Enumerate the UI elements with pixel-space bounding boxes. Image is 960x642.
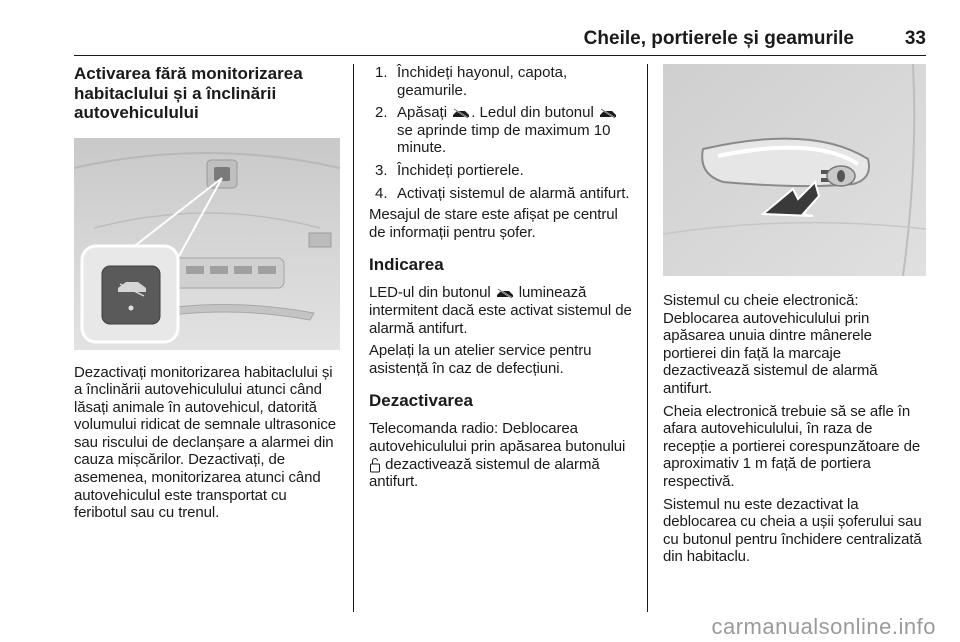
page-header [74,26,926,52]
interior-roof-console-figure [74,138,340,350]
column-1 [74,64,340,522]
interior-monitoring-icon [451,107,471,119]
roof-console-illustration [74,138,340,350]
column-divider-right [647,64,648,612]
section-heading-indicare: Indicarea [369,255,444,275]
section-heading-dezactivarea: Dezactivarea [369,391,473,411]
electronic-key-paragraph-2: Cheia electronică trebuie să se afle în afara autovehiculului, în raza de recepție a portierei corespunzătoare de aproximativ 1 m față de portiera respectivă. [663,402,921,490]
status-message-paragraph: Mesajul de stare este afișat pe centrul de informații pentru șofer. [369,206,618,241]
list-item: 4. Activați sistemul de alarmă antifurt. [375,184,630,202]
column-divider-left [353,64,354,612]
list-item: 1. Închideți hayonul, capota, geamurile. [375,64,568,99]
column-3 [663,64,926,566]
deactivation-paragraph: Dezactivați monitorizarea habitaclului și a înclinării autovehiculului atunci când lăsați animale în autovehicul, datorită volumului ridicat de semnale ultrasonice sau riscului de declanșare a alarmei din cauza mișcărilor. Dezactivați, de asemenea, monitorizarea atunci când autovehiculul este transportat cu feribotul sau cu trenul. [74,363,336,522]
electronic-key-paragraph-3: Sistemul nu este dezactivat la deblocarea cu cheia a ușii șoferului sau cu butonul pentru închidere centralizată din habitaclu. [663,495,922,566]
page-number: 33 [904,28,926,49]
indicare-paragraph-2: Apelați la un atelier service pentru asistență în caz de defecțiuni. [369,342,592,377]
section-heading-activation: Activarea fără monitorizarea habitaclului și a înclinării autovehiculului [74,64,303,122]
interior-monitoring-icon [495,287,515,299]
door-handle-illustration [663,64,926,276]
indicare-paragraph-1: LED-ul din butonul luminează intermitent dacă este activat sistemul de alarmă antifurt. [369,284,632,337]
door-handle-figure [663,64,926,276]
list-item: 3. Închideți portierele. [375,161,524,179]
dezactivarea-paragraph: Telecomanda radio: Deblocarea autovehiculului prin apăsarea butonului dezactivează sistemul de alarmă antifurt. [369,420,626,491]
list-item: 2. Apăsați . Ledul din butonul se aprinde timp de maximum 10 minute. [369,104,635,157]
activation-steps-list [369,64,635,202]
column-2 [369,64,635,491]
header-rule [74,55,926,56]
unlock-icon [369,457,381,473]
electronic-key-paragraph-1: Sistemul cu cheie electronică: Deblocarea autovehiculului prin apăsarea unuia dintre mânerele portierei din față la marcaje dezactivează sistemul de alarmă antifurt. [663,292,878,397]
watermark-text: carmanualsonline.info [711,614,936,639]
interior-monitoring-icon [598,107,618,119]
chapter-title: Cheile, portierele și geamurile [583,28,854,49]
